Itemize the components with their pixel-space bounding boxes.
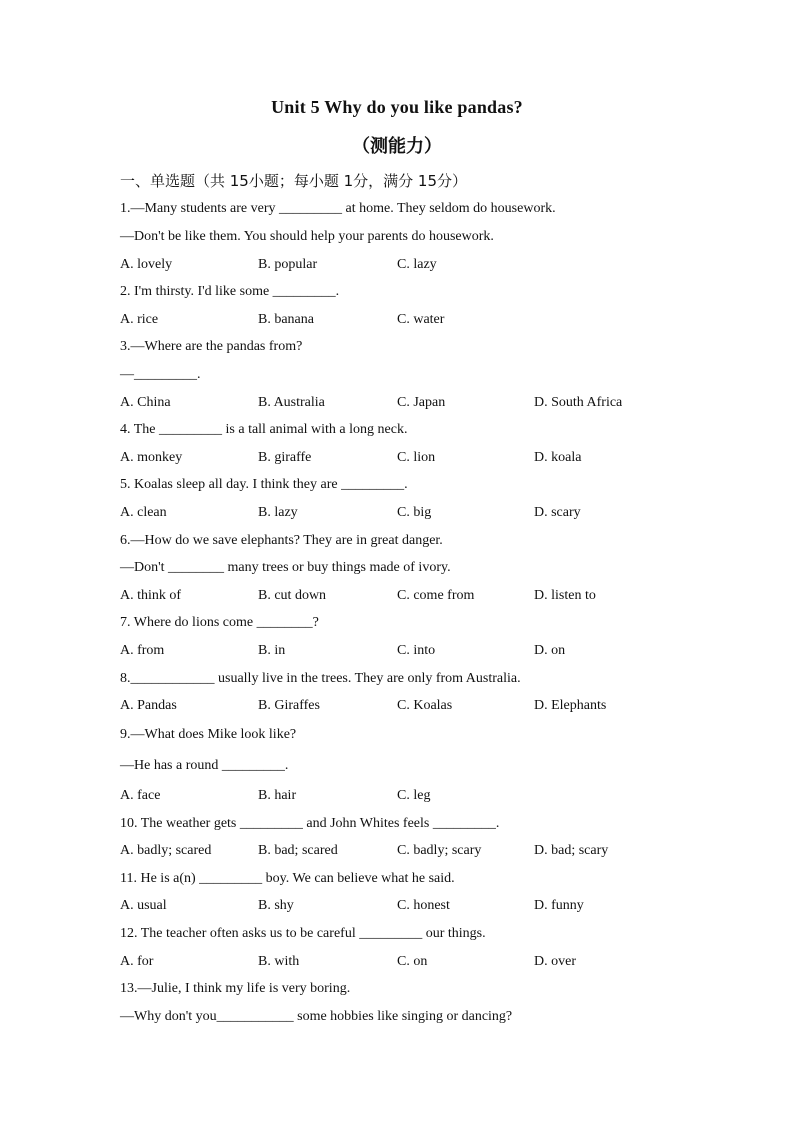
option-b: B. Giraffes [258,698,320,713]
option-b: B. hair [258,788,297,803]
option-a: A. China [120,395,171,410]
option-d: D. listen to [534,588,596,603]
option-d: D. koala [534,450,582,465]
option-b: B. giraffe [258,450,312,465]
question-12-options [120,954,720,972]
question-3-options [120,395,720,413]
question-11-line-1: 11. He is a(n) _________ boy. We can believe what he said. [120,871,455,886]
question-6-line-1: 6.—How do we save elephants? They are in great danger. [120,533,443,548]
option-c: C. leg [397,788,431,803]
page-title: Unit 5 Why do you like pandas? [271,97,523,117]
question-8-options [120,698,720,716]
option-c: C. honest [397,898,450,913]
option-c: C. come from [397,588,475,603]
option-d: D. Elephants [534,698,607,713]
question-4-options [120,450,720,468]
question-1-line-1: 1.—Many students are very _________ at home. They seldom do housework. [120,201,556,216]
question-13-line-2: —Why don't you___________ some hobbies like singing or dancing? [120,1009,513,1024]
question-3-line-2: —_________. [120,367,201,382]
option-a: A. for [120,954,154,969]
option-b: B. popular [258,257,318,272]
question-1-options [120,257,720,275]
option-d: D. funny [534,898,584,913]
option-a: A. clean [120,505,167,520]
option-d: D. on [534,643,566,658]
option-a: A. from [120,643,165,658]
option-b: B. shy [258,898,294,913]
question-10-options [120,843,720,861]
question-12-line-1: 12. The teacher often asks us to be careful _________ our things. [120,926,486,941]
question-2-line-1: 2. I'm thirsty. I'd like some _________. [120,284,340,299]
question-9-options [120,788,720,806]
option-b: B. bad; scared [258,843,338,858]
option-c: C. into [397,643,436,658]
option-c: C. Koalas [397,698,453,713]
question-10-line-1: 10. The weather gets _________ and John Whites feels _________. [120,816,500,831]
question-1-line-2: —Don't be like them. You should help your parents do housework. [120,229,494,244]
question-6-options [120,588,720,606]
option-a: A. badly; scared [120,843,212,858]
option-c: C. lion [397,450,436,465]
question-6-line-2: —Don't ________ many trees or buy things made of ivory. [120,560,451,575]
option-a: A. lovely [120,257,173,272]
option-a: A. rice [120,312,159,327]
option-a: A. face [120,788,161,803]
question-9-line-1: 9.—What does Mike look like? [120,727,297,742]
option-d: D. South Africa [534,395,623,410]
option-c: C. big [397,505,432,520]
option-b: B. in [258,643,286,658]
option-c: C. Japan [397,395,446,410]
option-d: D. bad; scary [534,843,609,858]
question-3-line-1: 3.—Where are the pandas from? [120,339,303,354]
option-b: B. banana [258,312,314,327]
option-c: C. on [397,954,428,969]
option-a: A. usual [120,898,167,913]
option-c: C. badly; scary [397,843,482,858]
option-b: B. cut down [258,588,327,603]
question-2-options [120,312,720,330]
question-5-options [120,505,720,523]
section-heading: 一、单选题（共 15小题；每小题 1分，满分 15分） [120,172,468,190]
question-11-options [120,898,720,916]
option-a: A. think of [120,588,182,603]
question-5-line-1: 5. Koalas sleep all day. I think they are _________. [120,477,408,492]
option-b: B. Australia [258,395,325,410]
question-8-line-1: 8.____________ usually live in the trees. They are only from Australia. [120,671,521,686]
question-4-line-1: 4. The _________ is a tall animal with a long neck. [120,422,408,437]
option-c: C. lazy [397,257,437,272]
option-d: D. over [534,954,576,969]
option-a: A. monkey [120,450,183,465]
option-d: D. scary [534,505,581,520]
option-c: C. water [397,312,445,327]
question-7-options [120,643,720,661]
option-b: B. lazy [258,505,298,520]
question-9-line-2: —He has a round _________. [120,758,289,773]
option-b: B. with [258,954,300,969]
page-subtitle: （测能力） [352,136,442,156]
question-7-line-1: 7. Where do lions come ________? [120,615,319,630]
option-a: A. Pandas [120,698,177,713]
question-13-line-1: 13.—Julie, I think my life is very boring. [120,981,351,996]
